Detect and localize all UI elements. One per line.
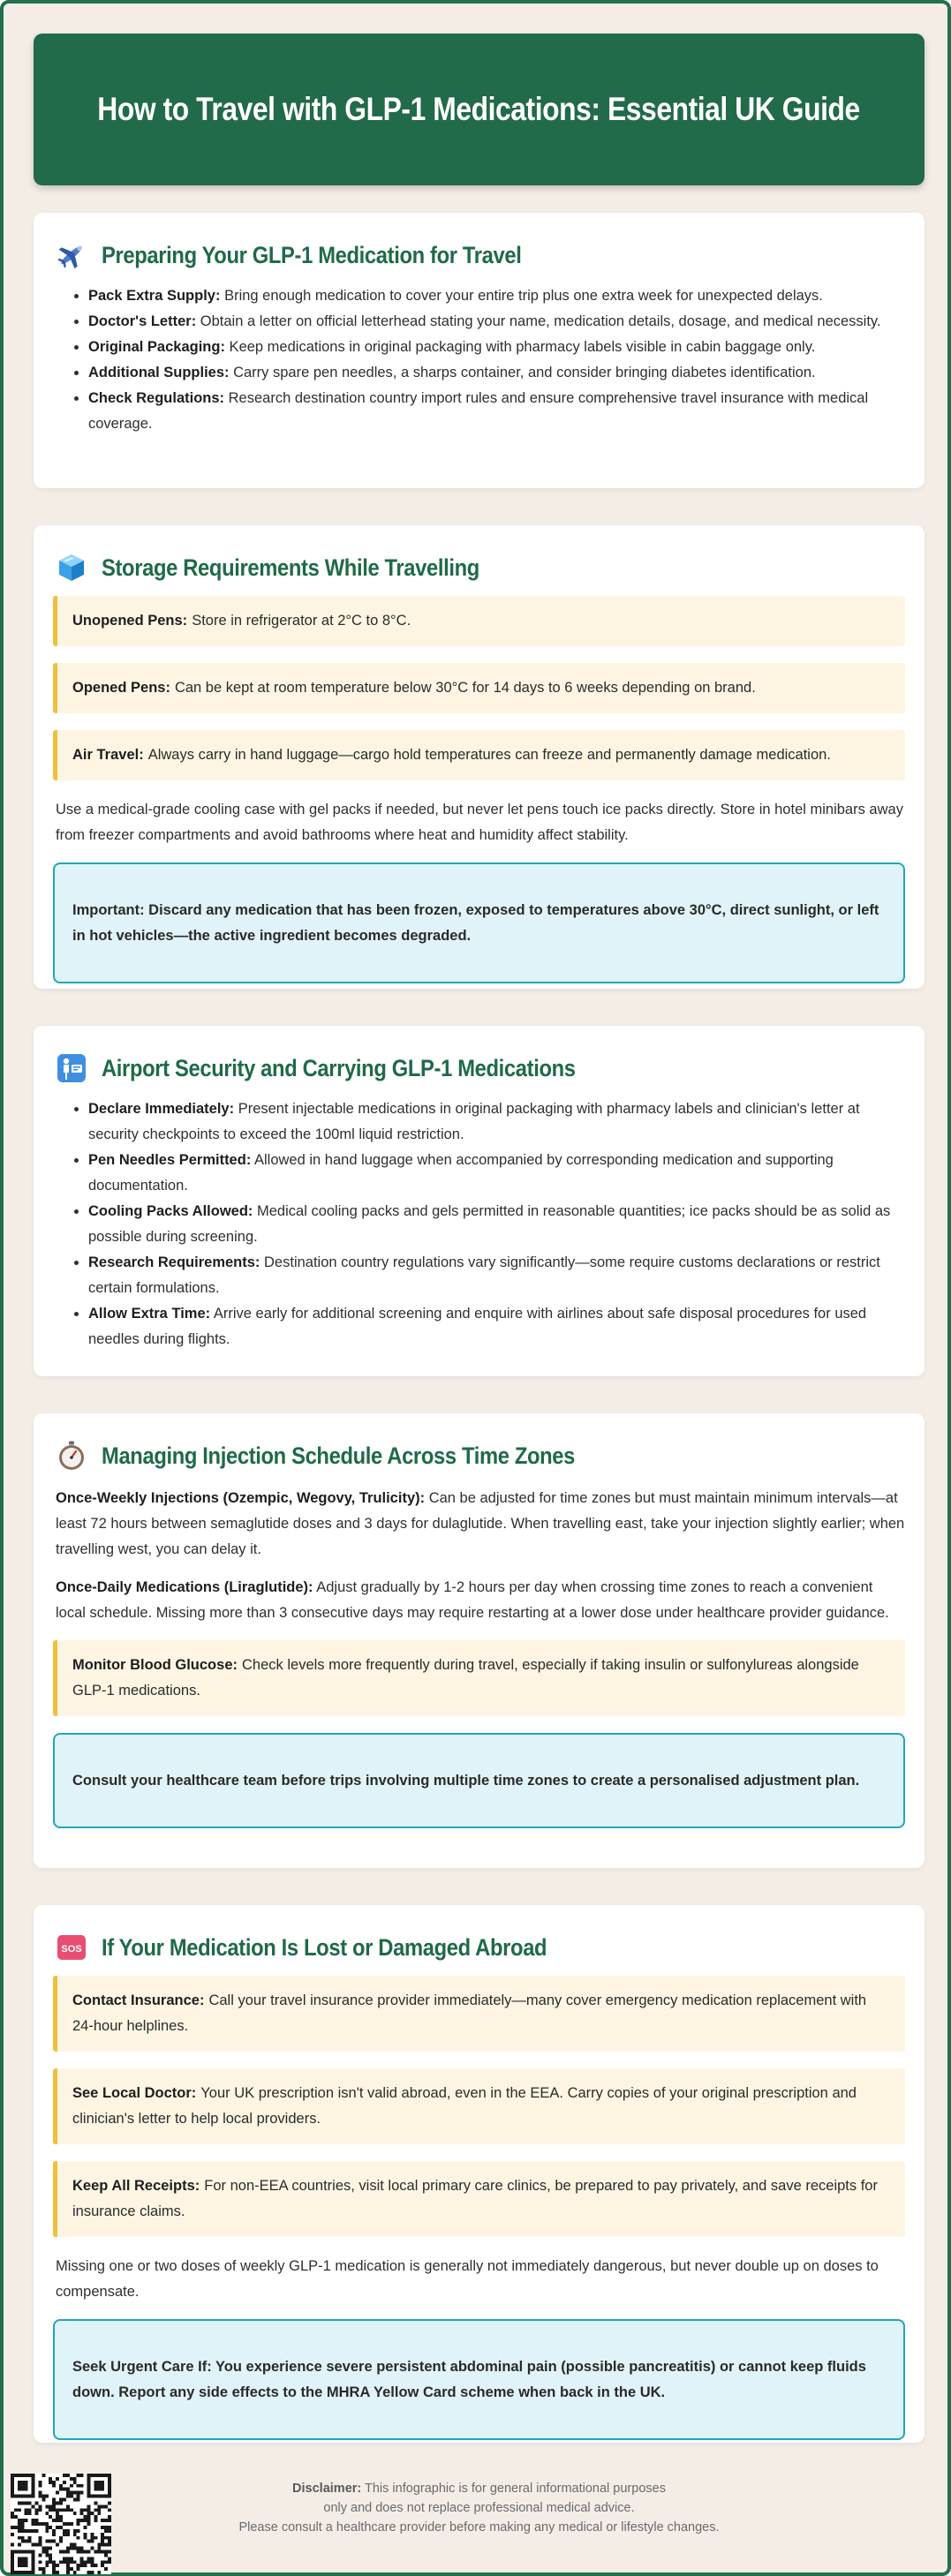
callout-box: See Local Doctor: Your UK prescription isn't valid abroad, even in the EEA. Carry copies of your original prescription and clinician's letter to help local providers.	[53, 2068, 905, 2144]
disclaimer: Disclaimer: This infographic is for general informational purposes only and does not replace professional medical advice. Please consult a healthcare provider before making any medical or lifestyle changes.	[238, 2482, 720, 2535]
svg-text:SOS: SOS	[61, 1944, 82, 1955]
page-title: How to Travel with GLP-1 Medications: Essential UK Guide	[97, 91, 861, 127]
section-airport	[34, 1026, 925, 1376]
list-item: • Pen Needles Permitted: Allowed in hand luggage when accompanied by corresponding medication and supporting documentation.	[88, 1148, 905, 1199]
callout-box: Monitor Blood Glucose: Check levels more frequently during travel, especially if taking insulin or sulfonylureas alongside GLP-1 medications.	[53, 1640, 905, 1716]
section-heading	[56, 548, 905, 587]
list-item: • Research Requirements: Destination country regulations vary significantly—some require customs declarations or restrict certain formulations.	[88, 1250, 905, 1301]
airport-list	[53, 1096, 905, 1352]
section-schedule	[34, 1413, 925, 1868]
storage-paragraph: Use a medical-grade cooling case with gel packs if needed, but never let pens touch ice packs directly. Store in hotel minibars away from freezer compartments and avoid bathrooms where heat and humidity affect stability.	[56, 802, 903, 843]
daily-medications-paragraph: Once-Daily Medications (Liraglutide): Adjust gradually by 1-2 hours per day when crossing time zones to reach a convenient local schedule. Missing more than 3 consecutive days may require restarting at a lower dose under healthcare provider guidance.	[56, 1579, 889, 1621]
list-item: • Doctor's Letter: Obtain a letter on official letterhead stating your name, medication details, dosage, and medical necessity.	[88, 309, 905, 335]
stopwatch-icon	[56, 1440, 87, 1472]
list-item: • Allow Extra Time: Arrive early for additional screening and enquire with airlines about safe disposal procedures for used needles during flights.	[88, 1301, 905, 1352]
callout-box: Contact Insurance: Call your travel insurance provider immediately—many cover emergency medication replacement with 24-hour helplines.	[53, 1976, 905, 2052]
list-item: • Declare Immediately: Present injectable medications in original packaging with pharmacy labels and clinician's letter at security checkpoints to exceed the 100ml liquid restriction.	[88, 1096, 905, 1148]
sos-icon	[56, 1932, 87, 1963]
important-alert: Important: Discard any medication that has been frozen, exposed to temperatures above 30°C, direct sunlight, or left in hot vehicles—the active ingredient becomes degraded.	[53, 862, 905, 983]
weekly-injections-paragraph: Once-Weekly Injections (Ozempic, Wegovy, Trulicity): Can be adjusted for time zones but must maintain minimum intervals—at least 72 hours between semaglutide doses and 3 days for dulaglutide. When travelling east, take your injection slightly earlier; when travelling west, you can delay it.	[56, 1490, 905, 1557]
section-title: Preparing Your GLP-1 Medication for Travel	[102, 241, 522, 268]
consult-alert: Consult your healthcare team before trips involving multiple time zones to create a personalised adjustment plan.	[53, 1733, 905, 1828]
callout-box: Keep All Receipts: For non-EEA countries, visit local primary care clinics, be prepared to pay privately, and save receipts for insurance claims.	[53, 2161, 905, 2237]
section-title: Managing Injection Schedule Across Time Zones	[102, 1442, 576, 1469]
section-title: Airport Security and Carrying GLP-1 Medications	[102, 1054, 576, 1081]
section-storage	[34, 525, 925, 989]
preparing-list	[53, 283, 905, 437]
list-item: • Check Regulations: Research destination country import rules and ensure comprehensive travel insurance with medical coverage.	[88, 386, 905, 437]
section-heading	[56, 236, 905, 275]
list-item: • Additional Supplies: Carry spare pen needles, a sharps container, and consider bringing diabetes identification.	[88, 360, 905, 386]
list-item: • Cooling Packs Allowed: Medical cooling packs and gels permitted in reasonable quantities; ice packs should be as solid as possible during screening.	[88, 1199, 905, 1250]
list-item: • Pack Extra Supply: Bring enough medication to cover your entire trip plus one extra week for unexpected delays.	[88, 283, 905, 309]
ice-cube-icon	[56, 552, 87, 584]
page-header	[34, 34, 925, 185]
section-preparing	[34, 213, 925, 488]
section-heading	[56, 1049, 905, 1088]
callout-box: Unopened Pens: Store in refrigerator at 2°C to 8°C.	[53, 596, 905, 646]
callout-box: Opened Pens: Can be kept at room temperature below 30°C for 14 days to 6 weeks depending on brand.	[53, 663, 905, 713]
urgent-care-alert: Seek Urgent Care If: You experience severe persistent abdominal pain (possible pancreatitis) or cannot keep fluids down. Report any side effects to the MHRA Yellow Card scheme when back in the UK.	[53, 2319, 905, 2440]
section-heading	[56, 1928, 905, 1967]
callout-box: Air Travel: Always carry in hand luggage—cargo hold temperatures can freeze and permanently damage medication.	[53, 730, 905, 780]
section-lost	[34, 1905, 925, 2443]
footer	[4, 2467, 951, 2572]
lost-paragraph: Missing one or two doses of weekly GLP-1 medication is generally not immediately dangerous, but never double up on doses to compensate.	[56, 2258, 879, 2300]
passport-control-icon	[56, 1052, 87, 1084]
section-heading	[56, 1436, 905, 1475]
section-title: If Your Medication Is Lost or Damaged Abroad	[102, 1933, 547, 1961]
list-item: • Original Packaging: Keep medications in original packaging with pharmacy labels visible in cabin baggage only.	[88, 335, 905, 360]
section-title: Storage Requirements While Travelling	[102, 554, 479, 581]
airplane-icon	[56, 239, 87, 271]
